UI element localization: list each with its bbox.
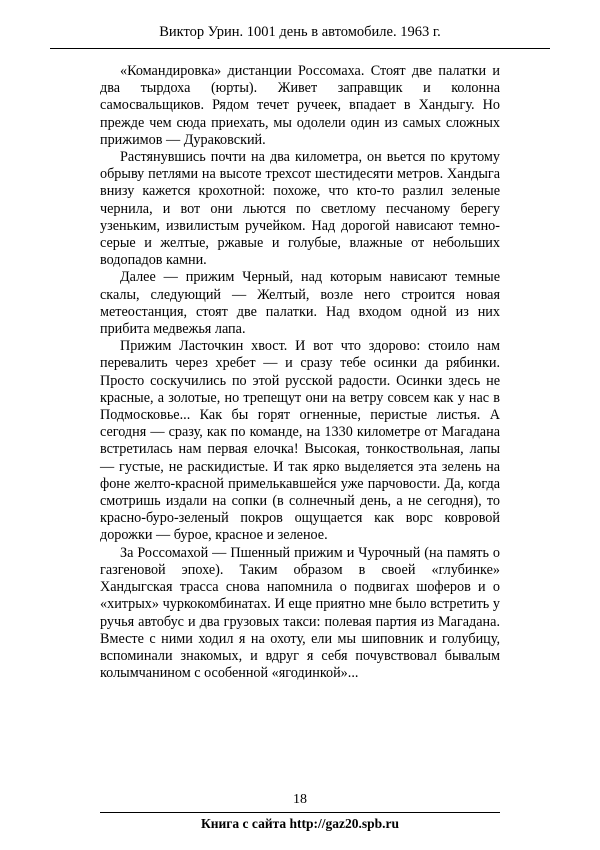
- paragraph-2: Растянувшись почти на два километра, он вьется по крутому обрыву петлями на высоте трехсот шестидесяти метров. Хандыга внизу кажется крохотной: похоже, что кто-то разлил зеленые чернила, и вот они льются по светлому песчаному берегу узеньким, извилистым ручейком. Над дорогой нависают темно-серые и желтые, ржавые и голубые, влажные от небольших водопадов камни.: [100, 149, 500, 269]
- paragraph-3: Далее — прижим Черный, над которым нависают темные скалы, следующий — Желтый, возле него строится новая метеостанция, стоят две палатки. Над входом одной из них прибита медвежья лапа.: [100, 269, 500, 338]
- header-divider: [50, 48, 550, 49]
- paragraph-4: Прижим Ласточкин хвост. И вот что здорово: стоило нам перевалить через хребет — и сразу тебе осинки да рябинки. Просто соскучились по этой русской радости. Осинки здесь не красные, а золотые, но трепещут они на ветру совсем как у нас в Подмосковье... Как бы горят огненные, перистые листья. А сегодня — сразу, как по команде, на 1330 километре от Магадана встретилась нам первая елочка! Высокая, тонкоствольная, лапы — густые, не раскидистые. И так ярко выделяется эта зелень на фоне желто-красной примелькавшейся уже парчовости. Да, когда смотришь издали на сопки (в солнечный день, а не сегодня), то красно-буро-зеленый покров ощущается как ворс ковровой дорожки — бурое, красное и зеленое.: [100, 338, 500, 544]
- footer-divider: [100, 812, 500, 813]
- footer-source: Книга с сайта http://gaz20.spb.ru: [200, 816, 400, 831]
- paragraph-1: «Командировка» дистанции Россомаха. Стоят две палатки и два тырдоха (юрты). Живет заправщик и колонна самосвальщиков. Рядом течет ручеек, впадает в Хандыгу. Но прежде чем сюда приехать, мы одолели один из самых сложных прижимов — Дураковский.: [100, 63, 500, 148]
- body-text: [100, 63, 500, 682]
- paragraph-5: За Россомахой — Пшенный прижим и Чурочный (на память о газгеновой эпохе). Таким образом в своей «глубинке» Хандыгская трасса снова напомнила о подвигах шоферов и о «хитрых» чуркокомбинатах. И еще приятно мне было встретить у ручья автобус и два грузовых такси: полевая партия из Магадана. Вместе с ними ходил я на охоту, ели мы шиповник и голубицу, вспоминали знакомых, и вдруг я себя почувствовал бывалым колымчанином с особенной «ягодинкой»...: [100, 544, 500, 682]
- page-number: 18: [293, 792, 307, 807]
- running-header: Виктор Урин. 1001 день в автомобиле. 1963 г.: [159, 24, 441, 40]
